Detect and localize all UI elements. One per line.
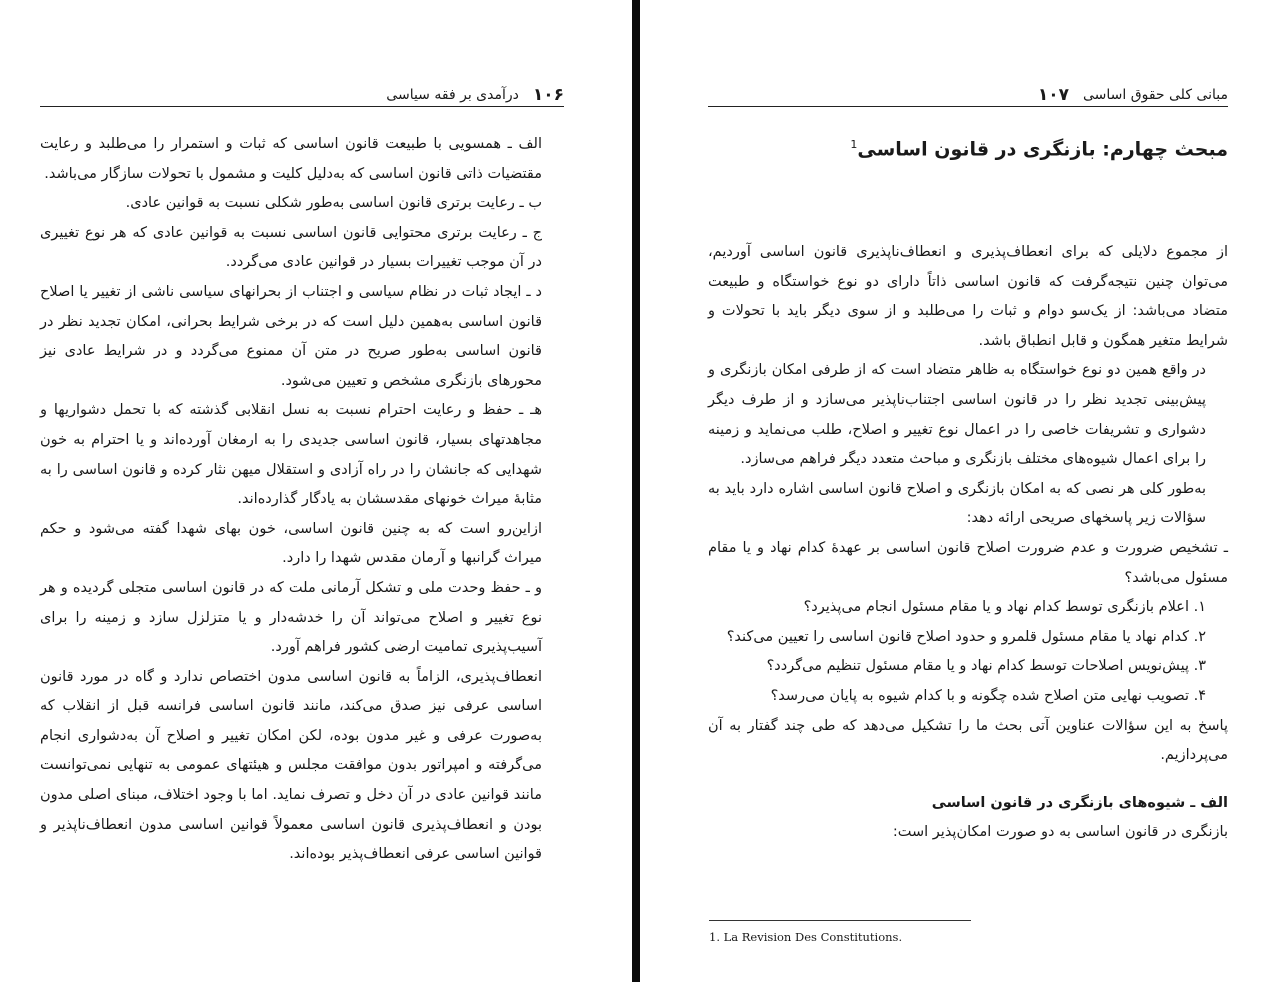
left-page-number: ۱۰۶: [532, 85, 564, 105]
left-paragraph-2: ب ـ رعایت برتری قانون اساسی به‌طور شکلی نسبت به قوانین عادی.: [125, 195, 542, 212]
right-paragraph-1: از مجموع دلایلی که برای انعطاف‌پذیری و انعطاف‌ناپذیری قانون اساسی آوردیم، می‌توان چنین نتیجه‌گرفت که قانون اساسی ذاتاً دارای دو نوع خواستگاه و طبیعت متضاد می‌باشد: از یک‌سو دوام و ثبات را می‌طلبد و از سوی دیگر باید با تحولات و شرایط متغیر همگون و قابل انطباق باشد.: [708, 244, 1228, 349]
question-item-2: ۲. کدام نهاد یا مقام مسئول قلمرو و حدود اصلاح قانون اساسی را تعیین می‌کند؟: [726, 628, 1206, 645]
left-paragraph-8: انعطاف‌پذیری، الزاماً به قانون اساسی مدون اختصاص ندارد و گاه در مورد قانون اساسی عرفی نیز صدق می‌کند، مانند قانون اساسی فرانسه قبل از انقلاب که به‌صورت عرفی و غیر مدون بوده، لکن امکان تغییر و اصلاح آن به‌دشواری انجام می‌گرفته و امپراتور بدون موافقت مجلس و هیئتهای عمومی به تنهایی نمی‌توانست مانند قوانین عادی در آن دخل و تصرف نماید. اما با وجود اختلاف، مبنای اصلی مدون بودن و انعطاف‌پذیری قانون اساسی معمولاً قوانین اساسی مدون انعطاف‌ناپذیر و قوانین اساسی عرفی انعطاف‌پذیر بوده‌اند.: [40, 668, 542, 863]
section-heading: [708, 138, 1228, 160]
footnote-rule: [709, 920, 971, 921]
question-item-4: ۴. تصویب نهایی متن اصلاح شده چگونه و با کدام شیوه به پایان می‌رسد؟: [770, 687, 1206, 704]
right-page-body: [708, 238, 1228, 848]
book-spine: [632, 0, 640, 982]
left-paragraph-7: و ـ حفظ وحدت ملی و تشکل آرمانی ملت که در قانون اساسی متجلی گردیده و هر نوع تغییر و اصلاح می‌تواند آن را خدشه‌دار و یا متزلزل سازد و زمینه را برای آسیب‌پذیری تمامیت ارضی کشور فراهم آورد.: [40, 579, 542, 656]
right-paragraph-4: ـ تشخیص ضرورت و عدم ضرورت اصلاح قانون اساسی بر عهدهٔ کدام نهاد و یا مقام مسئول می‌باشد؟: [708, 539, 1228, 586]
question-item-1: ۱. اعلام بازنگری توسط کدام نهاد و یا مقام مسئول انجام می‌پذیرد؟: [803, 599, 1206, 616]
left-paragraph-6: ازاین‌رو است که به چنین قانون اساسی، خون بهای شهدا گفته می‌شود و حکم میراث گرانبها و آرمان مقدس شهدا را دارد.: [40, 520, 542, 567]
right-paragraph-3: به‌طور کلی هر نصی که به امکان بازنگری و اصلاح قانون اساسی اشاره دارد باید به سؤالات زیر پاسخهای صریحی ارائه دهد:: [708, 480, 1206, 527]
right-page-header: [708, 84, 1228, 107]
left-paragraph-1: الف ـ همسویی با طبیعت قانون اساسی که ثبات و استمرار را می‌طلبد و رعایت مقتضیات ذاتی قانون اساسی که به‌دلیل کلیت و مشمول با تحولات سازگار می‌باشد.: [40, 136, 542, 182]
footnote: 1. La Revision Des Constitutions.: [709, 930, 903, 944]
left-page: [0, 0, 632, 982]
closing-paragraph: پاسخ به این سؤالات عناوین آتی بحث ما را تشکیل می‌دهد که طی چند گفتار به آن می‌پردازیم.: [708, 717, 1228, 764]
subsection-paragraph: بازنگری در قانون اساسی به دو صورت امکان‌پذیر است:: [892, 824, 1228, 841]
section-heading-text: مبحث چهارم: بازنگری در قانون اساسی: [857, 138, 1228, 161]
right-running-header: مبانی کلی حقوق اساسی: [1083, 87, 1228, 103]
left-page-header: [40, 84, 564, 107]
left-paragraph-4: د ـ ایجاد ثبات در نظام سیاسی و اجتناب از بحرانهای سیاسی ناشی از تغییر یا اصلاح قانون اساسی به‌همین دلیل است که در برخی شرایط بحرانی، امکان تجدید نظر در قانون اساسی به‌طور صریح در متن آن ممنوع می‌گردد و در شرایط عادی نیز محورهای بازنگری مشخص و تعیین می‌شود.: [40, 283, 542, 389]
question-item-3: ۳. پیش‌نویس اصلاحات توسط کدام نهاد و یا مقام مسئول تنظیم می‌گردد؟: [766, 658, 1206, 675]
heading-footnote-mark: 1: [850, 138, 858, 151]
right-page-number: ۱۰۷: [1037, 85, 1069, 105]
left-running-header: درآمدی بر فقه سیاسی: [386, 87, 519, 103]
subsection-heading: الف ـ شیوه‌های بازنگری در قانون اساسی: [931, 794, 1228, 811]
right-page: [640, 0, 1276, 982]
left-paragraph-5: هـ ـ حفظ و رعایت احترام نسبت به نسل انقلابی گذشته که با تحمل دشواریها و مجاهدتهای بسیار، قانون اساسی جدیدی را به ارمغان آورده‌اند و یا احترام به خون شهدایی که جانشان را در راه آزادی و استقلال میهن نثار کرده و قانون اساسی را به مثابهٔ میراث خونهای مقدسشان به یادگار گذارده‌اند.: [40, 402, 542, 508]
left-page-body: [40, 130, 564, 870]
right-paragraph-2: در واقع همین دو نوع خواستگاه به ظاهر متضاد است که از طرفی امکان بازنگری و پیش‌بینی تجدید نظر را در قانون اساسی اجتناب‌ناپذیر می‌سازد و از طرف دیگر دشواری و تشریفات خاصی را در اعمال نوع تغییر و اصلاح، طلب می‌نماید و زمینه را برای اعمال شیوه‌های مختلف بازنگری و مباحث متعدد دیگر فراهم می‌سازد.: [708, 362, 1206, 468]
left-paragraph-3: ج ـ رعایت برتری محتوایی قانون اساسی نسبت به قوانین عادی که هر نوع تغییری در آن موجب تغییرات بسیار در قوانین عادی می‌گردد.: [40, 224, 542, 271]
